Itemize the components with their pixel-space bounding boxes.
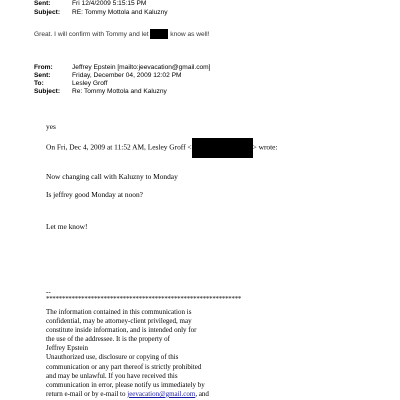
fwd-sent-row xyxy=(34,72,181,80)
quote-line xyxy=(46,138,278,158)
disclaimer-line: constitute inside information, and is intended only for xyxy=(46,326,197,335)
disclaimer-line: communication or any part thereof is strictly prohibited xyxy=(46,362,202,371)
disclaimer-last-line xyxy=(46,390,346,399)
subject-label: Subject: xyxy=(34,9,61,16)
subject-value: RE: Tommy Mottola and Kaluzny xyxy=(72,9,168,16)
email-redaction-box xyxy=(192,138,253,158)
disclaimer-line: communication in error, please notify us immediately by xyxy=(46,380,205,389)
to-value: Lesley Groff xyxy=(72,80,108,87)
disclaimer-last-before: return e-mail or by e-mail to xyxy=(46,389,128,398)
disclaimer xyxy=(46,308,346,399)
to-label: To: xyxy=(34,80,44,87)
disclaimer-last-after: , and xyxy=(195,389,209,398)
disclaimer-line: Jeffrey Epstein xyxy=(46,344,89,353)
from-row xyxy=(34,64,211,72)
signature-stars: ************************************************************* xyxy=(46,296,242,303)
body-line-2: Is jeffrey good Monday at noon? xyxy=(46,190,143,199)
reply-text-before: Great. I will confirm with Tommy and let xyxy=(34,30,149,38)
fwd-sent-value: Friday, December 04, 2009 12:02 PM xyxy=(72,72,182,79)
redaction-box xyxy=(150,29,168,39)
quote-after: > wrote: xyxy=(252,142,278,152)
signature-dashes: -- xyxy=(46,288,51,296)
body-line-1: Now changing call with Kaluzny to Monday xyxy=(46,172,178,181)
sent-value: Fri 12/4/2009 5:15:15 PM xyxy=(72,0,147,7)
from-value: Jeffrey Epstein [mailto:jeevacation@gmail.com] xyxy=(72,64,211,71)
email-link[interactable]: jeevacation@gmail.com xyxy=(127,389,196,398)
quote-before: On Fri, Dec 4, 2009 at 11:52 AM, Lesley Groff < xyxy=(46,142,192,152)
disclaimer-line: the use of the addressee. It is the property of xyxy=(46,335,171,344)
fwd-subject-value: Re: Tommy Mottola and Kaluzny xyxy=(72,88,167,95)
fwd-sent-label: Sent: xyxy=(34,72,51,79)
sent-label: Sent: xyxy=(34,0,51,7)
to-row xyxy=(34,80,107,88)
subject-row xyxy=(34,9,168,17)
disclaimer-line: and may be unlawful. If you have received this xyxy=(46,371,178,380)
fwd-subject-label: Subject: xyxy=(34,88,61,95)
body-yes: yes xyxy=(46,122,56,131)
body-line-3: Let me know! xyxy=(46,222,88,231)
from-label: From: xyxy=(34,64,53,71)
disclaimer-line: The information contained in this communication is xyxy=(46,308,192,316)
fwd-subject-row xyxy=(34,88,167,96)
reply-line xyxy=(34,29,209,40)
sent-row xyxy=(34,0,146,8)
disclaimer-line: Unauthorized use, disclosure or copying of this xyxy=(46,353,179,362)
reply-text-after: know as well! xyxy=(170,30,210,38)
disclaimer-line: confidential, may be attorney-client privileged, may xyxy=(46,317,192,326)
